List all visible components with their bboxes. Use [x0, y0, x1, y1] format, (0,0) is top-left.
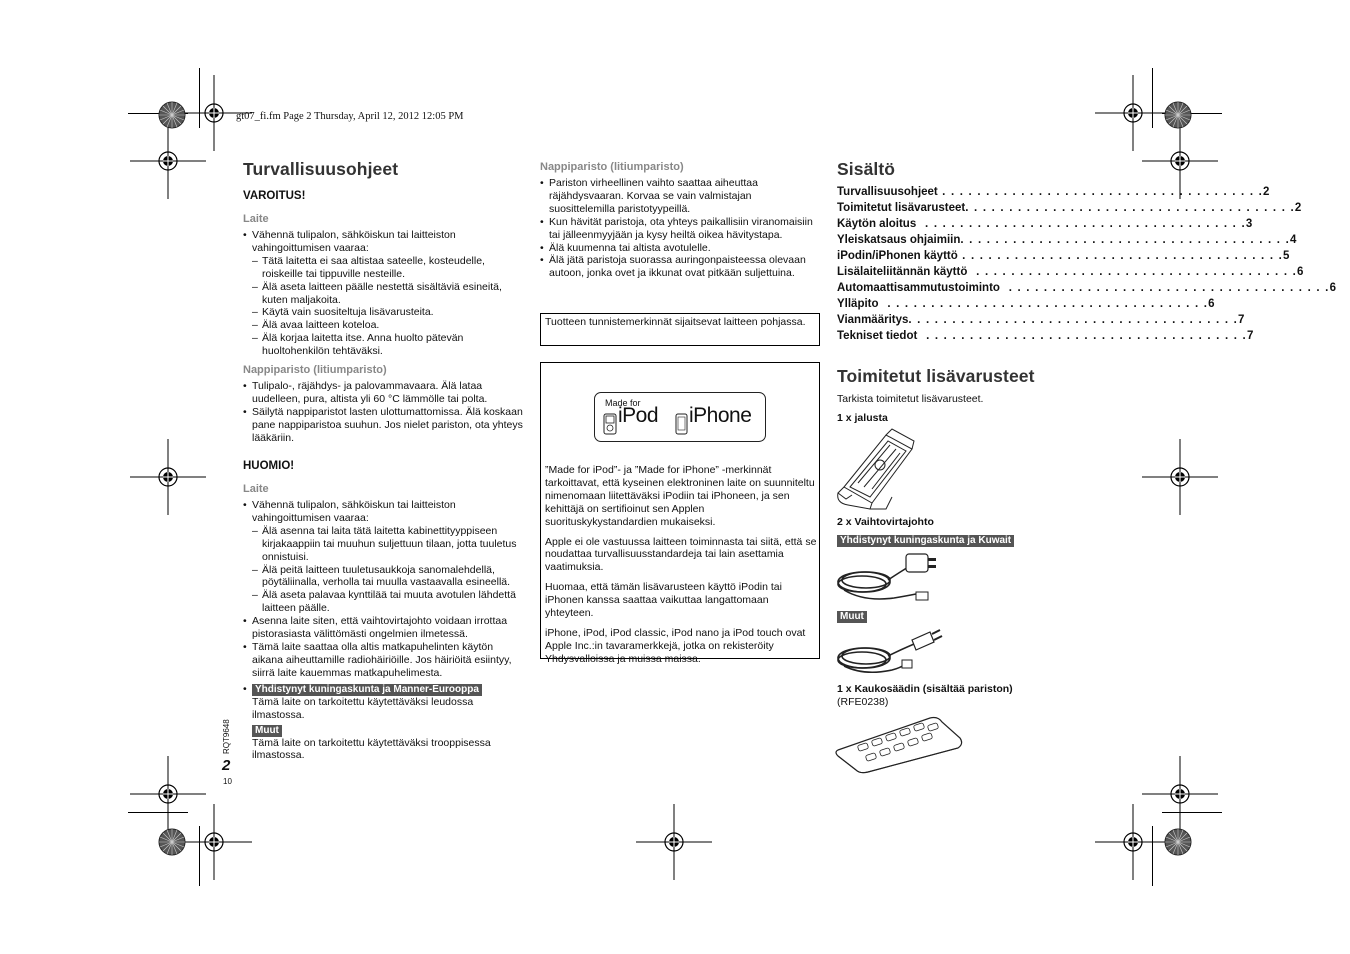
list-item: • Säilytä nappiparistot lasten ulottumattomissa. Älä koskaan pane nappiparistoa suuhun. Jos nielet pariston, ota yhteys lääkäriin. [243, 406, 523, 445]
list-item [243, 683, 525, 763]
toc-row[interactable]: Yleiskatsaus ohjaimiin . . . . . . . . . . . . . . . . . . . . . . . . . . . . . . . . . . . . . . 4 [837, 234, 1297, 246]
paragraph: iPhone, iPod, iPod classic, iPod nano ja iPod touch ovat Apple Inc.:in tavaramerkkejä, jotka on rekisteröity Yhdysvalloissa ja muissa maissa. [545, 626, 806, 665]
list-item: • Älä jätä paristoja suorassa auringonpaisteessa olevaan autoon, jonka ovet ja ikkunat ovat pitkään suljettuina. [540, 254, 820, 280]
toc-row[interactable]: iPodin/iPhonen käyttö . . . . . . . . . . . . . . . . . . . . . . . . . . . . . . . . . . . . . 5 [837, 250, 1290, 262]
battery-warnings-list-2 [540, 177, 820, 280]
region-text: Tämä laite on tarkoitettu käytettäväksi leudossa ilmastossa. [252, 695, 474, 721]
subheading-device-2: Laite [243, 483, 269, 495]
ipod-text: iPod [618, 404, 659, 427]
list-item: • Vähennä tulipalon, sähköiskun tai laitteiston vahingoittumisen vaaraa: – Tätä laitetta ei saa altistaa sateelle, kosteudelle, roiskeille tai tippuville nesteille. – Älä aseta laitteen päälle nestettä sisältäviä esineitä, kuten maljakoita. – Käytä vain suositeltuja lisävarusteita. – Älä avaa laitteen koteloa. – Älä korjaa laitetta itse. Anna huolto pätevän huoltohenkilön tehtäväksi. [243, 229, 523, 358]
model-code: RQT9648 [222, 719, 231, 754]
list-item: – Älä peitä laitteen tuuletusaukkoja sanomalehdellä, pöytäliinalla, verholla tai muulla vastaavalla esineellä. [252, 564, 525, 590]
paragraph: ”Made for iPod”- ja ”Made for iPhone” -merkinnät tarkoittavat, että kyseinen elektroninen laite on suunniteltu nimenomaan liitettäväksi iPodiin tai iPhoneen, ja sen kehittäjä on sertifioinut sen Applen suorituskykystandardien mukaiseksi. [545, 464, 815, 528]
list-item: • Pariston virheellinen vaihto saattaa aiheuttaa räjähdysvaaran. Korvaa se vain valmistajan suosittelemilla paristotyypeillä. [540, 177, 820, 216]
list-item: – Käytä vain suositeltuja lisävarusteita. [252, 306, 523, 319]
list-item: – Älä aseta laitteen päälle nestettä sisältäviä esineitä, kuten maljakoita. [252, 281, 523, 307]
paragraph: Apple ei ole vastuussa laitteen toiminnasta tai siitä, että se noudattaa turvallisuusstandardeja tai lain asettamia vaatimuksia. [545, 535, 817, 574]
list-item: – Tätä laitetta ei saa altistaa sateelle, kosteudelle, roiskeille tai tippuville nesteille. [252, 255, 523, 281]
region-text-other: Tämä laite on tarkoitettu käytettäväksi trooppisessa ilmastossa. [252, 736, 491, 762]
list-item: • Kun hävität paristoja, ota yhteys paikallisiin viranomaisiin tai jälleenmyyjään ja kysy heiltä oikea hävitystapa. [540, 216, 820, 242]
region-tag-uk-europe: Yhdistynyt kuningaskunta ja Manner-Eurooppa [252, 684, 482, 696]
subheading-battery-2: Nappiparisto (litiumparisto) [540, 161, 684, 173]
remote-model: (RFE0238) [837, 696, 889, 708]
iphone-text: iPhone [689, 404, 752, 427]
toc-row[interactable]: Toimitetut lisävarusteet . . . . . . . . . . . . . . . . . . . . . . . . . . . . . . . . . . . . . . 2 [837, 202, 1302, 214]
page-number: 2 [222, 757, 231, 774]
list-item: – Älä asenna tai laita tätä laitetta kabinettityyppiseen kirjakaappiin tai muuhun suljettuun tilaan, jotta tuuletus onnistuisi. [252, 525, 525, 564]
remote-label: 1 x Kaukosäädin (sisältää pariston) [837, 683, 1013, 695]
cord-tag-other: Muut [837, 611, 867, 623]
region-tag-other: Muut [252, 725, 282, 737]
toc-row[interactable]: Käytön aloitus . . . . . . . . . . . . . . . . . . . . . . . . . . . . . . . . . . . . . 3 [837, 218, 1253, 230]
file-header: gt07_fi.fm Page 2 Thursday, April 12, 2012 12:05 PM [236, 111, 464, 122]
section-title-safety: Turvallisuusohjeet [243, 159, 399, 179]
list-item: • Tulipalo-, räjähdys- ja palovammavaara. Älä lataa uudelleen, pura, altista yli 60 °C lämmölle tai polta. [243, 380, 523, 406]
toc-row[interactable]: Ylläpito . . . . . . . . . . . . . . . . . . . . . . . . . . . . . . . . . . . . . 6 [837, 298, 1215, 310]
made-for-ipod-text [545, 464, 817, 666]
stand-illustration-icon [834, 427, 920, 511]
list-item: – Älä aseta palavaa kynttilää tai muuta avotulen lähdettä laitteen päälle. [252, 589, 525, 615]
toc-row[interactable]: Tekniset tiedot . . . . . . . . . . . . . . . . . . . . . . . . . . . . . . . . . . . . . 7 [837, 330, 1254, 342]
list-item: • Asenna laite siten, että vaihtovirtajohto voidaan irrottaa pistorasiasta välittömästi ongelmien ilmetessä. [243, 615, 525, 641]
stand-label: 1 x jalusta [837, 412, 888, 424]
warning-heading: VAROITUS! [243, 190, 306, 202]
toc-row[interactable]: Vianmääritys . . . . . . . . . . . . . . . . . . . . . . . . . . . . . . . . . . . . . . 7 [837, 314, 1245, 326]
toc-row[interactable]: Automaattisammutustoiminto . . . . . . . . . . . . . . . . . . . . . . . . . . . . . . . . . . . . . 6 [837, 282, 1336, 294]
list-item: • Vähennä tulipalon, sähköiskun tai laitteiston vahingoittumisen vaaraa: – Älä asenna tai laita tätä laitetta kabinettityyppiseen kirjakaappiin tai muuhun suljettuun tilaan, jotta tuuletus onnistuisi. – Älä peitä laitteen tuuletusaukkoja sanomalehdellä, pöytäliinalla, verholla tai muulla vastaavalla esineellä. – Älä aseta palavaa kynttilää tai muuta avotulen lähdettä laitteen päälle. [243, 499, 525, 615]
subheading-device-1: Laite [243, 213, 269, 225]
battery-warnings-list-1 [243, 380, 523, 445]
subheading-battery-1: Nappiparisto (litiumparisto) [243, 364, 387, 376]
section-title-accessories: Toimitetut lisävarusteet [837, 366, 1035, 386]
section-title-contents: Sisältö [837, 159, 896, 179]
toc-row[interactable]: Lisälaiteliitännän käyttö . . . . . . . . . . . . . . . . . . . . . . . . . . . . . . . . . . . . . 6 [837, 266, 1304, 278]
page-sub-number: 10 [223, 777, 232, 786]
toc-row[interactable]: Turvallisuusohjeet . . . . . . . . . . . . . . . . . . . . . . . . . . . . . . . . . . . . . 2 [837, 186, 1270, 198]
list-item: – Älä korjaa laitetta itse. Anna huolto pätevän huoltohenkilön tehtäväksi. [252, 332, 523, 358]
ac-cord-other-icon [834, 622, 946, 676]
ipod-icon [603, 413, 617, 435]
device-warnings-list-1 [243, 229, 523, 358]
cord-tag-uk: Yhdistynyt kuningaskunta ja Kuwait [837, 535, 1014, 547]
list-item: • Älä kuumenna tai altista avotulelle. [540, 242, 820, 255]
made-for-ipod-box [540, 362, 820, 665]
made-for-text: Made for [605, 398, 641, 408]
list-item: – Älä avaa laitteen koteloa. [252, 319, 523, 332]
ac-cord-uk-icon [834, 546, 944, 602]
caution-heading: HUOMIO! [243, 460, 295, 472]
remote-control-icon [834, 714, 966, 774]
cord-label: 2 x Vaihtovirtajohto [837, 516, 934, 528]
product-id-note: Tuotteen tunnistemerkinnät sijaitsevat laitteen pohjassa. [540, 313, 820, 346]
iphone-icon [675, 413, 688, 435]
table-of-contents [837, 184, 1336, 344]
paragraph: Huomaa, että tämän lisävarusteen käyttö iPodin tai iPhonen kanssa saattaa vaikuttaa langattomaan yhteyteen. [545, 581, 782, 620]
accessories-intro: Tarkista toimitetut lisävarusteet. [837, 393, 984, 405]
list-item: • Tämä laite saattaa olla altis matkapuhelinten käytön aikana aiheuttamille radiohäiriöille. Jos häiriöitä esiintyy, siirrä laite kauemmas matkapuhelimesta. [243, 641, 525, 680]
made-for-ipod-iphone-badge [594, 392, 766, 442]
device-warnings-list-2 [243, 499, 525, 762]
